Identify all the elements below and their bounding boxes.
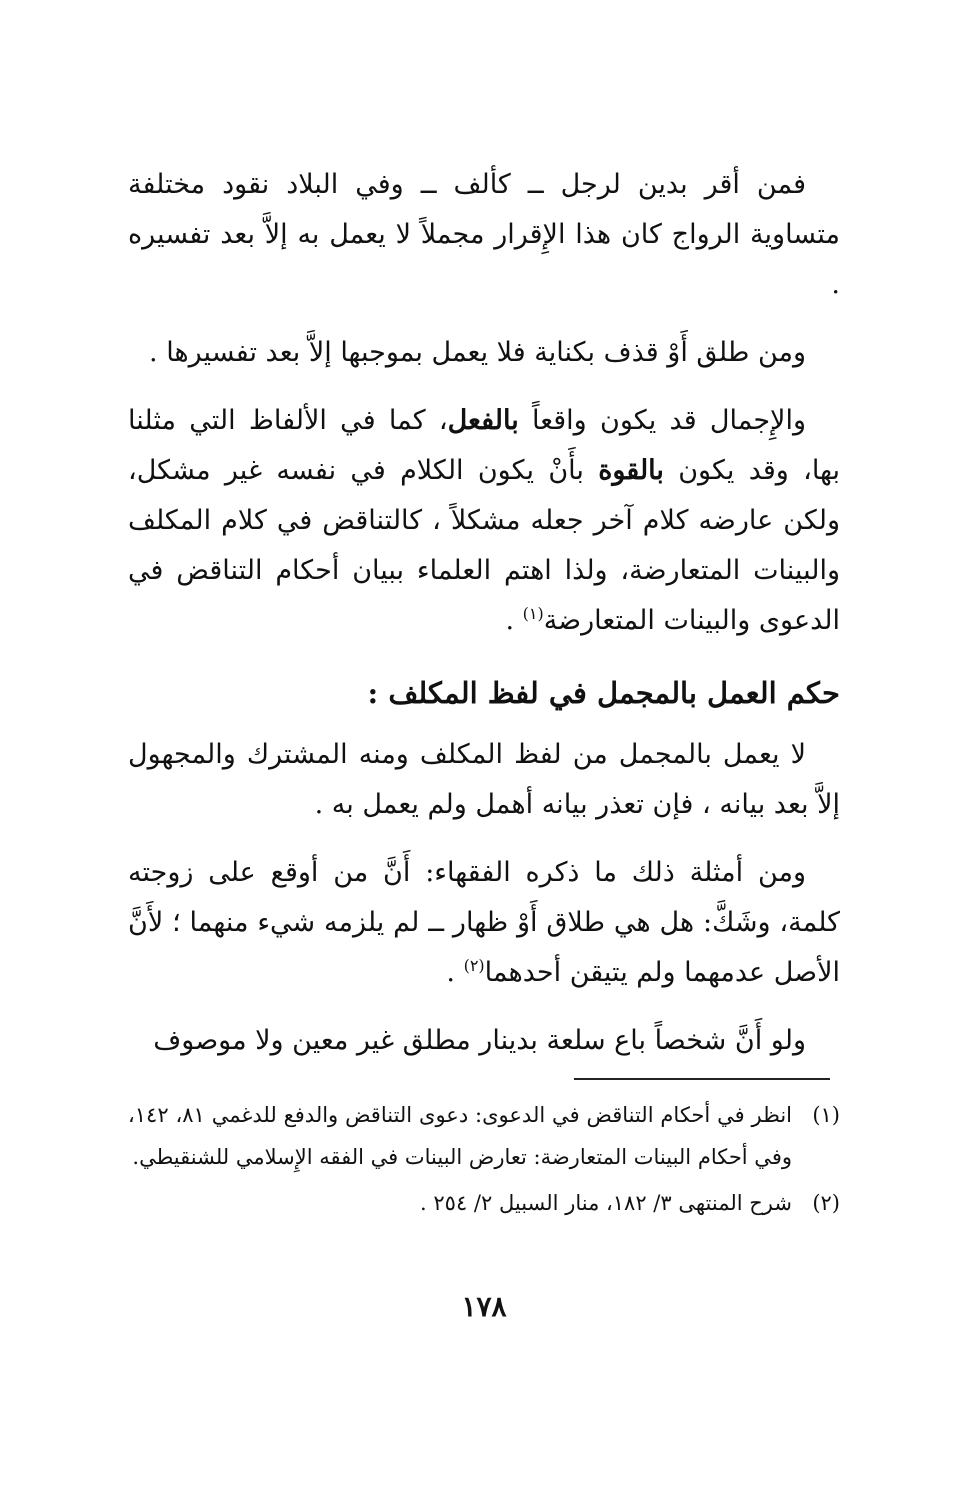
paragraph-3-part-a: والإِجمال قد يكون واقعاً: [518, 405, 806, 436]
footnote-ref-2[interactable]: (٢): [463, 956, 485, 975]
page-number: ١٧٨: [461, 1290, 507, 1323]
paragraph-3: [128, 396, 840, 646]
footnote-text: شرح المنتهى ٣/ ١٨٢، منار السبيل ٢/ ٢٥٤ .: [420, 1191, 792, 1215]
paragraph-1: فمن أقر بدين لرجل ــ كألف ــ وفي البلاد نقود مختلفة متساوية الرواج كان هذا الإِقرار مجملاً لا يعمل به إلاَّ بعد تفسيره .: [128, 169, 840, 300]
paragraph-6: ولو أَنَّ شخصاً باع سلعة بدينار مطلق غير معين ولا موصوف: [153, 1025, 806, 1056]
footnotes: [128, 1094, 840, 1228]
footnote-ref-1[interactable]: (١): [522, 604, 544, 623]
footnote-number: (٢): [812, 1191, 840, 1215]
paragraph-5: [128, 848, 840, 998]
paragraph-2: ومن طلق أَوْ قذف بكناية فلا يعمل بموجبها إلاَّ بعد تفسيرها .: [149, 337, 806, 368]
paragraph-5-end: .: [446, 957, 464, 988]
main-text: [128, 160, 840, 1084]
paragraph-3-part-c: ، كما في الألفاظ التي مثلنا بها، وقد يكون: [128, 405, 841, 486]
paragraph-3-part-e: بأَنْ يكون الكلام في نفسه غير مشكل، ولكن عارضه كلام آخر جعله مشكلاً ، كالتناقض في كلام المكلف والبينات المتعارضة، ولذا اهتم العلماء ببيان أحكام التناقض في الدعوى والبينات المتعارضة: [128, 455, 840, 636]
section-heading: حكم العمل بالمجمل في لفظ المكلف :: [367, 676, 840, 710]
footnote-divider: [574, 1078, 830, 1080]
paragraph-5-text: ومن أمثلة ذلك ما ذكره الفقهاء: أَنَّ من أوقع على زوجته كلمة، وشَكَّ: هل هي طلاق أَوْ ظهار ــ لم يلزمه شيء منهما ؛ لأَنَّ الأصل عدمهما ولم يتيقن أحدهما: [128, 857, 840, 988]
bold-term-bilfil: بالفعل: [447, 405, 519, 436]
footnote-1: [128, 1094, 840, 1178]
paragraph-4: لا يعمل بالمجمل من لفظ المكلف ومنه المشترك والمجهول إلاَّ بعد بيانه ، فإن تعذر بيانه أهمل ولم يعمل به .: [128, 739, 840, 820]
footnote-number: (١): [812, 1103, 840, 1127]
bold-term-bilquwwa: بالقوة: [598, 455, 664, 486]
footnote-2: [128, 1182, 840, 1224]
paragraph-3-end: .: [505, 605, 523, 636]
footnote-text: انظر في أحكام التناقض في الدعوى: دعوى التناقض والدفع للدغمي ٨١، ١٤٢، وفي أحكام البينات المتعارضة: تعارض البينات في الفقه الإِسلامي للشنقيطي.: [128, 1103, 793, 1169]
